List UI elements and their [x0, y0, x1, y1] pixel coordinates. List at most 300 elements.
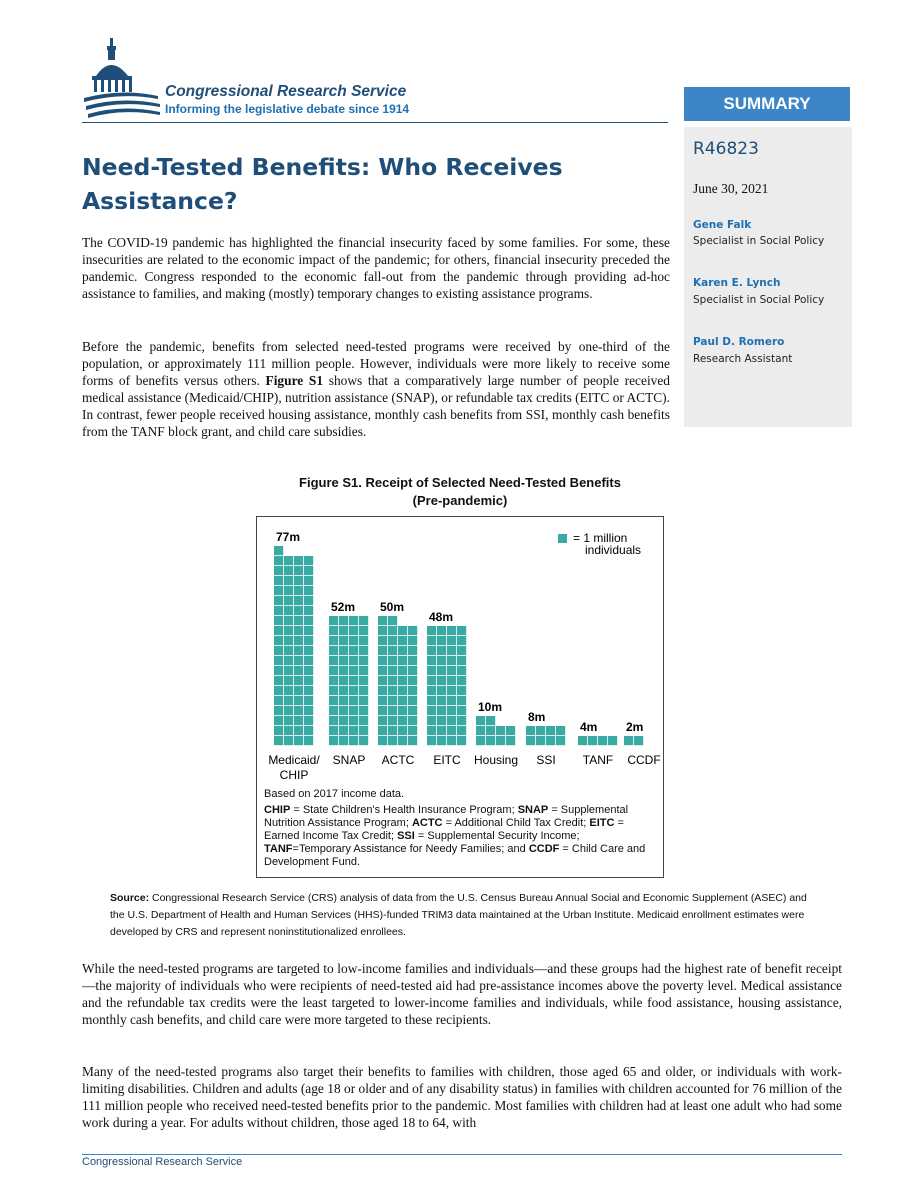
waffle-square: [408, 636, 417, 645]
waffle-square: [284, 636, 293, 645]
bar-tanf: [578, 736, 617, 745]
waffle-square: [578, 736, 587, 745]
waffle-square: [588, 736, 597, 745]
waffle-square: [359, 636, 368, 645]
waffle-square: [274, 546, 283, 555]
figure-reference: Figure S1: [265, 373, 324, 388]
waffle-square: [294, 706, 303, 715]
waffle-square: [304, 606, 313, 615]
waffle-square: [329, 636, 338, 645]
waffle-square: [284, 606, 293, 615]
waffle-square: [378, 676, 387, 685]
bar-actc: [378, 616, 417, 745]
waffle-square: [349, 646, 358, 655]
abbreviation: SSI: [397, 830, 415, 842]
waffle-square: [388, 726, 397, 735]
abbreviation: TANF: [264, 843, 293, 855]
waffle-square: [339, 646, 348, 655]
waffle-square: [349, 706, 358, 715]
source-label: Source:: [110, 892, 150, 904]
waffle-square: [457, 676, 466, 685]
waffle-square: [398, 646, 407, 655]
waffle-square: [274, 706, 283, 715]
waffle-square: [457, 716, 466, 725]
report-date: June 30, 2021: [693, 181, 769, 196]
waffle-square: [294, 716, 303, 725]
waffle-square: [427, 676, 436, 685]
waffle-square: [349, 686, 358, 695]
waffle-square: [437, 726, 446, 735]
page-title: Need-Tested Benefits: Who Receives Assistance?: [82, 153, 563, 215]
waffle-square: [329, 696, 338, 705]
waffle-square: [408, 666, 417, 675]
waffle-square: [447, 686, 456, 695]
bar-snap: [329, 616, 368, 745]
data-label: 77m: [276, 530, 301, 544]
chart: [256, 516, 664, 788]
waffle-square: [274, 656, 283, 665]
waffle-square: [274, 566, 283, 575]
waffle-square: [496, 736, 505, 745]
waffle-square: [388, 646, 397, 655]
waffle-square: [398, 676, 407, 685]
waffle-square: [284, 716, 293, 725]
waffle-square: [408, 656, 417, 665]
waffle-square: [536, 726, 545, 735]
waffle-square: [294, 566, 303, 575]
waffle-square: [274, 596, 283, 605]
waffle-square: [427, 716, 436, 725]
waffle-square: [408, 626, 417, 635]
crs-logo-icon: [82, 36, 162, 120]
category-label: SNAP: [332, 753, 366, 767]
waffle-square: [598, 736, 607, 745]
waffle-square: [388, 736, 397, 745]
waffle-square: [274, 556, 283, 565]
paragraph: [82, 338, 670, 440]
bar-ccdf: [624, 736, 643, 745]
waffle-square: [486, 726, 495, 735]
figure-based-on: Based on 2017 income data.: [264, 788, 405, 800]
waffle-square: [329, 706, 338, 715]
abbreviation-definition: = Supplemental Nutrition Assistance Program;: [264, 804, 629, 829]
waffle-square: [408, 736, 417, 745]
waffle-square: [274, 646, 283, 655]
author-role: Specialist in Social Policy: [693, 235, 825, 247]
waffle-square: [378, 736, 387, 745]
waffle-square: [408, 676, 417, 685]
waffle-square: [447, 646, 456, 655]
waffle-square: [339, 736, 348, 745]
footer-divider: [82, 1154, 842, 1155]
waffle-square: [274, 696, 283, 705]
waffle-square: [359, 646, 368, 655]
waffle-square: [329, 616, 338, 625]
waffle-square: [378, 616, 387, 625]
waffle-square: [294, 686, 303, 695]
waffle-square: [274, 576, 283, 585]
waffle-square: [304, 636, 313, 645]
waffle-square: [329, 666, 338, 675]
waffle-square: [349, 666, 358, 675]
waffle-square: [378, 706, 387, 715]
paragraph: While the need-tested programs are targeted to low-income families and individuals—and these groups had the highest rate of benefit receipt—the majority of individuals who were recipients of need-tested aid had pre-assistance incomes above the poverty level. Medical assistance and the refundable tax credits were the least targeted to lower-income families and individuals, while food assistance, housing assistance, monthly cash benefits, and child care were more targeted to these recipients.: [82, 961, 842, 1027]
waffle-square: [378, 686, 387, 695]
legend-label: individuals: [585, 543, 642, 557]
waffle-square: [359, 686, 368, 695]
category-label: SSI: [536, 753, 556, 767]
waffle-square: [349, 726, 358, 735]
bar-medicaid-chip: [274, 546, 313, 745]
waffle-square: [408, 696, 417, 705]
waffle-square: [378, 656, 387, 665]
waffle-square: [398, 686, 407, 695]
waffle-square: [398, 626, 407, 635]
waffle-square: [526, 726, 535, 735]
waffle-square: [329, 736, 338, 745]
waffle-square: [339, 676, 348, 685]
waffle-square: [398, 706, 407, 715]
figure-abbreviations: [264, 804, 659, 869]
data-label: 8m: [528, 710, 546, 724]
waffle-square: [329, 726, 338, 735]
waffle-square: [427, 686, 436, 695]
waffle-square: [457, 696, 466, 705]
waffle-square: [274, 736, 283, 745]
waffle-square: [447, 676, 456, 685]
waffle-square: [339, 716, 348, 725]
waffle-square: [388, 636, 397, 645]
waffle-square: [359, 726, 368, 735]
waffle-square: [526, 736, 535, 745]
abbreviation: SNAP: [517, 804, 549, 816]
waffle-square: [388, 616, 397, 625]
waffle-square: [359, 736, 368, 745]
waffle-square: [329, 686, 338, 695]
figure-notes: [264, 788, 659, 869]
waffle-square: [284, 706, 293, 715]
waffle-square: [304, 656, 313, 665]
figure-title: [260, 474, 660, 510]
bar-eitc: [427, 626, 466, 745]
waffle-square: [457, 686, 466, 695]
waffle-square: [476, 716, 485, 725]
waffle-square: [329, 646, 338, 655]
waffle-square: [349, 676, 358, 685]
waffle-square: [349, 736, 358, 745]
bar-ssi: [526, 726, 565, 745]
category-label: Housing: [473, 753, 519, 767]
waffle-square: [476, 736, 485, 745]
waffle-square: [359, 626, 368, 635]
paragraph: Many of the need-tested programs also target their benefits to families with children, those aged 65 and older, or individuals with work-limiting disabilities. Children and adults (age 18 or older and of any disability status) in families with children accounted for 76 million of the 111 million people who received need-tested benefits prior to the pandemic. Most families with children had at least one adult who had some work during a year. For adults without children, those aged 18 to 64, with: [82, 1064, 842, 1130]
waffle-square: [359, 666, 368, 675]
waffle-square: [447, 736, 456, 745]
category-label: CHIP: [279, 768, 309, 782]
data-label: 2m: [626, 720, 644, 734]
waffle-square: [304, 576, 313, 585]
author-name: Karen E. Lynch: [693, 277, 781, 289]
waffle-square: [398, 736, 407, 745]
waffle-square: [274, 716, 283, 725]
waffle-square: [329, 676, 338, 685]
waffle-square: [329, 626, 338, 635]
waffle-square: [304, 626, 313, 635]
waffle-square: [304, 676, 313, 685]
waffle-square: [447, 656, 456, 665]
waffle-square: [284, 666, 293, 675]
bar-housing: [476, 716, 515, 745]
abbreviation: ACTC: [411, 817, 443, 829]
waffle-square: [339, 666, 348, 675]
waffle-square: [408, 716, 417, 725]
org-tagline: Informing the legislative debate since 1914: [165, 102, 410, 116]
waffle-square: [339, 706, 348, 715]
waffle-square: [427, 736, 436, 745]
waffle-square: [349, 656, 358, 665]
waffle-square: [398, 726, 407, 735]
waffle-square: [284, 556, 293, 565]
category-label: CCDF: [627, 753, 661, 767]
waffle-square: [408, 646, 417, 655]
waffle-square: [388, 716, 397, 725]
waffle-square: [437, 736, 446, 745]
waffle-square: [359, 696, 368, 705]
waffle-square: [437, 676, 446, 685]
waffle-square: [339, 726, 348, 735]
waffle-square: [349, 616, 358, 625]
waffle-square: [427, 626, 436, 635]
waffle-square: [378, 716, 387, 725]
waffle-square: [378, 696, 387, 705]
waffle-square: [496, 726, 505, 735]
abbreviation: EITC: [589, 817, 615, 829]
waffle-square: [304, 616, 313, 625]
waffle-square: [388, 706, 397, 715]
waffle-square: [294, 676, 303, 685]
waffle-square: [378, 636, 387, 645]
waffle-square: [284, 696, 293, 705]
waffle-square: [437, 656, 446, 665]
data-label: 48m: [429, 610, 454, 624]
waffle-square: [294, 606, 303, 615]
abbreviation: CHIP: [264, 804, 291, 816]
category-label: EITC: [433, 753, 461, 767]
waffle-square: [339, 626, 348, 635]
waffle-square: [457, 626, 466, 635]
author-name: Paul D. Romero: [693, 336, 785, 348]
waffle-square: [339, 656, 348, 665]
waffle-square: [476, 726, 485, 735]
legend-swatch: [558, 534, 567, 543]
paragraph-text: shows that a comparatively large number of people received medical assistance (Medicaid/CHIP), nutrition assistance (SNAP), or refundable tax credits (EITC or ACTC). In contrast, fewer people received housing assistance, monthly cash benefits from SSI, monthly cash benefits from the TANF block grant, and child care subsidies.: [82, 373, 670, 439]
legend-label: = 1 million: [573, 531, 628, 545]
waffle-square: [284, 686, 293, 695]
waffle-square: [398, 696, 407, 705]
waffle-square: [427, 656, 436, 665]
waffle-square: [378, 726, 387, 735]
waffle-square: [447, 666, 456, 675]
waffle-square: [294, 596, 303, 605]
waffle-square: [546, 736, 555, 745]
waffle-square: [408, 686, 417, 695]
waffle-square: [304, 566, 313, 575]
waffle-square: [408, 706, 417, 715]
waffle-square: [634, 736, 643, 745]
waffle-square: [284, 626, 293, 635]
waffle-square: [437, 636, 446, 645]
waffle-square: [437, 696, 446, 705]
waffle-square: [339, 696, 348, 705]
waffle-square: [437, 646, 446, 655]
waffle-square: [304, 706, 313, 715]
waffle-square: [427, 646, 436, 655]
waffle-square: [457, 646, 466, 655]
paragraph-text: Before the pandemic, benefits from selected need-tested programs were received by one-third of the population, or approximately 111 million people. However, individuals were more likely to receive some forms of benefits versus others.: [82, 339, 670, 388]
waffle-square: [304, 726, 313, 735]
waffle-square: [506, 736, 515, 745]
waffle-square: [284, 726, 293, 735]
waffle-square: [304, 596, 313, 605]
waffle-square: [284, 616, 293, 625]
waffle-square: [294, 726, 303, 735]
waffle-square: [359, 676, 368, 685]
waffle-square: [274, 626, 283, 635]
waffle-square: [284, 646, 293, 655]
waffle-square: [294, 636, 303, 645]
waffle-square: [274, 606, 283, 615]
waffle-square: [437, 706, 446, 715]
waffle-square: [349, 626, 358, 635]
waffle-square: [304, 666, 313, 675]
waffle-square: [556, 726, 565, 735]
author-role: Specialist in Social Policy: [693, 294, 825, 306]
waffle-square: [457, 726, 466, 735]
waffle-square: [359, 616, 368, 625]
waffle-square: [398, 716, 407, 725]
waffle-square: [294, 656, 303, 665]
waffle-square: [378, 646, 387, 655]
header-divider: [82, 122, 668, 123]
waffle-square: [294, 736, 303, 745]
waffle-square: [388, 666, 397, 675]
waffle-square: [304, 586, 313, 595]
waffle-square: [349, 636, 358, 645]
waffle-square: [378, 666, 387, 675]
waffle-square: [398, 656, 407, 665]
abbreviation-definition: = State Children's Health Insurance Program;: [290, 804, 518, 816]
abbreviation-definition: = Earned Income Tax Credit;: [264, 817, 624, 842]
category-label: ACTC: [381, 753, 415, 767]
abbreviation-definition: = Child Care and Development Fund.: [264, 843, 646, 868]
waffle-square: [388, 656, 397, 665]
waffle-square: [274, 586, 283, 595]
source-text: Congressional Research Service (CRS) analysis of data from the U.S. Census Bureau Annual Social and Economic Supplement (ASEC) and the U.S. Department of Health and Human Services (HHS)-funded TRIM3 data maintained at the Urban Institute. Medicaid enrollment estimates were developed by CRS and represent noninstitutionalized enrollees.: [110, 892, 807, 938]
waffle-square: [294, 646, 303, 655]
waffle-square: [294, 586, 303, 595]
data-label: 52m: [331, 600, 356, 614]
waffle-square: [457, 736, 466, 745]
report-number: R46823: [693, 139, 759, 159]
waffle-square: [349, 716, 358, 725]
waffle-square: [294, 666, 303, 675]
waffle-square: [304, 736, 313, 745]
waffle-square: [427, 696, 436, 705]
waffle-square: [304, 716, 313, 725]
waffle-square: [378, 626, 387, 635]
waffle-square: [486, 736, 495, 745]
waffle-square: [339, 636, 348, 645]
waffle-square: [294, 576, 303, 585]
author-role: Research Assistant: [693, 353, 793, 365]
waffle-square: [398, 666, 407, 675]
org-name: Congressional Research Service: [165, 83, 407, 100]
figure-title-line: (Pre-pandemic): [412, 493, 508, 508]
waffle-square: [388, 696, 397, 705]
waffle-square: [536, 736, 545, 745]
waffle-square: [284, 586, 293, 595]
author-name: Gene Falk: [693, 219, 752, 231]
waffle-square: [359, 656, 368, 665]
waffle-square: [388, 676, 397, 685]
waffle-square: [427, 726, 436, 735]
waffle-square: [437, 666, 446, 675]
waffle-square: [284, 736, 293, 745]
data-label: 50m: [380, 600, 405, 614]
waffle-square: [339, 686, 348, 695]
waffle-square: [359, 716, 368, 725]
paragraph: The COVID-19 pandemic has highlighted the financial insecurity faced by some families. For some, these insecurities are related to the economic impact of the pandemic; for others, financial insecurity preceded the pandemic. Congress responded to the economic fall-out from the pandemic through providing ad-hoc assistance to families, and making (mostly) temporary changes to existing assistance programs.: [82, 235, 670, 301]
waffle-square: [608, 736, 617, 745]
waffle-square: [329, 716, 338, 725]
waffle-square: [284, 566, 293, 575]
waffle-square: [546, 726, 555, 735]
waffle-square: [447, 696, 456, 705]
waffle-square: [437, 626, 446, 635]
category-label: TANF: [582, 753, 614, 767]
abbreviation-definition: = Supplemental Security Income;: [414, 830, 580, 842]
waffle-square: [408, 726, 417, 735]
waffle-square: [447, 726, 456, 735]
waffle-square: [427, 636, 436, 645]
waffle-square: [388, 626, 397, 635]
waffle-square: [349, 696, 358, 705]
waffle-square: [437, 686, 446, 695]
waffle-square: [556, 736, 565, 745]
waffle-square: [359, 706, 368, 715]
category-label: Medicaid/: [268, 753, 320, 767]
waffle-square: [294, 556, 303, 565]
waffle-square: [274, 686, 283, 695]
waffle-square: [624, 736, 633, 745]
waffle-square: [339, 616, 348, 625]
waffle-square: [284, 596, 293, 605]
summary-label: SUMMARY: [684, 87, 850, 121]
waffle-square: [274, 636, 283, 645]
waffle-square: [274, 676, 283, 685]
waffle-square: [447, 636, 456, 645]
waffle-square: [398, 636, 407, 645]
waffle-square: [304, 556, 313, 565]
waffle-square: [457, 706, 466, 715]
waffle-square: [427, 666, 436, 675]
waffle-square: [284, 676, 293, 685]
waffle-square: [506, 726, 515, 735]
data-label: 10m: [478, 700, 503, 714]
waffle-square: [329, 656, 338, 665]
figure-title-line: Figure S1. Receipt of Selected Need-Tested Benefits: [299, 475, 621, 490]
waffle-square: [427, 706, 436, 715]
